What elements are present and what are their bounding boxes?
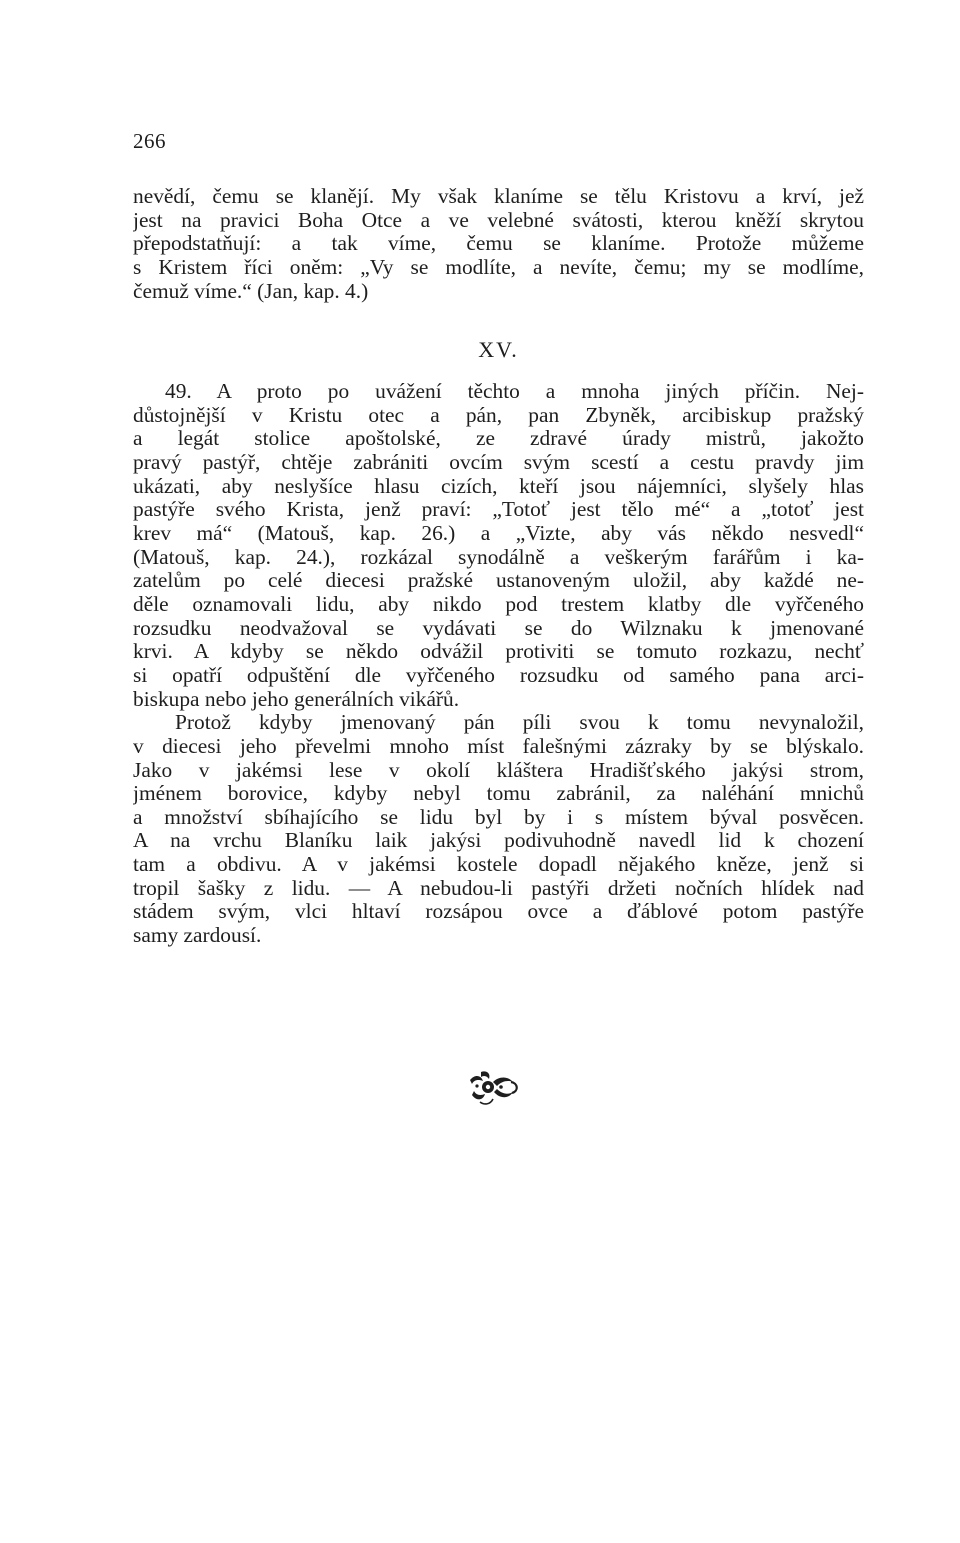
- text-line: Jako v jakémsi lese v okolí kláštera Hradišťského jakýsi strom,: [133, 758, 864, 782]
- paragraph-3: [133, 711, 864, 948]
- text-line: pastýře svého Krista, jenž praví: „Totoť jest tělo mé“ a „totoť jest: [133, 498, 864, 522]
- text-line: zatelům po celé diecesi pražské ustanoveným uložil, aby každé ne-: [133, 569, 864, 593]
- text-line: (Matouš, kap. 24.), rozkázal synodálně a veškerým farářům i ka-: [133, 545, 864, 569]
- paragraph-2: [133, 380, 864, 711]
- text-line: přepodstatňují: a tak víme, čemu se klaníme. Protože můžeme: [133, 232, 864, 256]
- text-line: nevědí, čemu se klanějí. My však klaníme se tělu Kristovu a krví, jež: [133, 185, 864, 208]
- text-line: krvi. A kdyby se někdo odvážil protiviti se tomuto rozkazu, nechť: [133, 640, 864, 664]
- text-line: jménem borovice, kdyby nebyl tomu zabránil, za naléhání mnichů: [133, 782, 864, 806]
- text-line: a množství sbíhajícího se lidu byl by i s místem býval posvěcen.: [133, 805, 864, 829]
- text-line: tropil šašky z lidu. — A nebudou-li pastýři držeti nočních hlídek nad: [133, 876, 864, 900]
- text-line: a legát stolice apoštolské, ze zdravé úrady mistrů, jakožto: [133, 427, 864, 451]
- text-line: si opatří odpuštění dle vyřčeného rozsudku od samého pana arci-: [133, 663, 864, 687]
- text-line: Protož kdyby jmenovaný pán píli svou k tomu nevynaložil,: [175, 711, 864, 735]
- paragraph-1: [133, 185, 864, 303]
- text-line: čemuž víme.“ (Jan, kap. 4.): [133, 279, 369, 303]
- text-line: děle oznamovali lidu, aby nikdo pod trestem klatby dle vyřčeného: [133, 592, 864, 616]
- page-number: 266: [133, 129, 166, 153]
- section-heading: XV.: [478, 337, 519, 362]
- body-text: [133, 380, 864, 948]
- text-line: samy zardousí.: [133, 924, 262, 948]
- text-line: ukázati, aby neslyšíce hlasu cizích, kteří jsou nájemníci, slyšely hlas: [133, 474, 864, 498]
- text-line: biskupa nebo jeho generálních vikářů.: [133, 687, 460, 711]
- floral-ornament-icon: [466, 1068, 520, 1106]
- text-line: v diecesi jeho převelmi mnoho míst falešnými zázraky by se blýskalo.: [133, 734, 864, 758]
- text-line: s Kristem říci oněm: „Vy se modlíte, a nevíte, čemu; my se modlíme,: [133, 255, 864, 279]
- text-line: A na vrchu Blaníku laik jakýsi podivuhodně navedl lid k chození: [133, 829, 864, 853]
- text-line: tam a obdivu. A v jakémsi kostele dopadl nějakého kněze, jenž si: [133, 853, 864, 877]
- text-line: 49. A proto po uvážení těchto a mnoha jiných příčin. Nej-: [165, 380, 864, 403]
- text-line: krev má“ (Matouš, kap. 26.) a „Vizte, aby vás někdo nesvedl“: [133, 521, 864, 545]
- text-line: pravý pastýř, chtěje zabrániti ovcím svým scestí a cestu pravdy jim: [133, 450, 864, 474]
- text-line: jest na pravici Boha Otce a ve velebné svátosti, kterou kněží skrytou: [133, 208, 864, 232]
- text-line: rozsudku neodvažoval se vydávati se do Wilznaku k jmenované: [133, 616, 864, 640]
- text-line: důstojnější v Kristu otec a pán, pan Zbyněk, arcibiskup pražský: [133, 403, 864, 427]
- text-line: stádem svým, vlci hltaví rozsápou ovce a ďáblové potom pastýře: [133, 900, 864, 924]
